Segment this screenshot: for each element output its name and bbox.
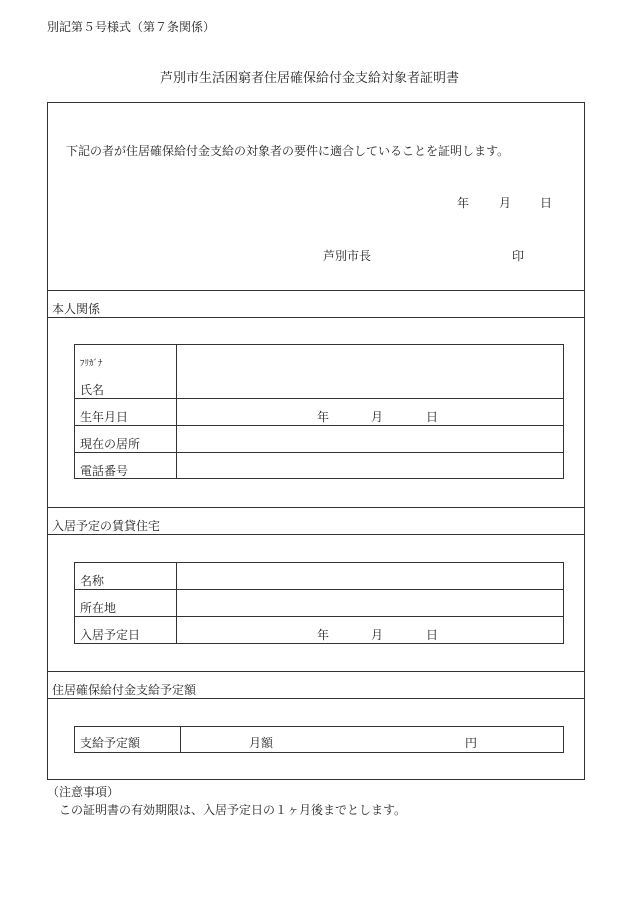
property-name-label: 名称	[80, 574, 105, 588]
birth-year-label: 年	[317, 410, 330, 424]
certification-statement: 下記の者が住居確保給付金支給の対象者の要件に適合していることを証明します。	[66, 144, 510, 158]
benefit-table	[74, 726, 564, 753]
cert-month-label: 月	[499, 196, 512, 210]
yen-label: 円	[465, 736, 478, 750]
table-row-divider	[74, 425, 564, 426]
issuer-title: 芦別市長	[323, 249, 372, 263]
cert-day-label: 日	[540, 196, 553, 210]
seal-mark: 印	[512, 249, 525, 263]
section-heading-housing: 入居予定の賃貸住宅	[52, 519, 161, 533]
move-in-date-label: 入居予定日	[80, 628, 141, 642]
amount-label: 支給予定額	[80, 736, 141, 750]
section-divider	[47, 671, 585, 672]
notes-text: この証明書の有効期限は、入居予定日の１ヶ月後までとします。	[59, 803, 407, 817]
section-divider	[47, 317, 585, 318]
birthdate-label: 生年月日	[80, 410, 129, 424]
birth-day-label: 日	[426, 410, 439, 424]
phone-label: 電話番号	[80, 464, 129, 478]
section-divider	[47, 507, 585, 508]
section-divider	[47, 290, 585, 291]
section-heading-person: 本人関係	[52, 302, 101, 316]
table-column-divider	[176, 344, 177, 479]
address-label: 現在の居所	[80, 437, 141, 451]
table-column-divider	[176, 562, 177, 644]
monthly-label: 月額	[249, 736, 274, 750]
page-title: 芦別市生活困窮者住居確保給付金支給対象者証明書	[160, 71, 460, 86]
notes-heading: （注意事項）	[47, 785, 120, 799]
table-row-divider	[74, 398, 564, 399]
furigana-label: ﾌﾘｶﾞﾅ	[80, 359, 103, 369]
table-row-divider	[74, 616, 564, 617]
move-in-year-label: 年	[317, 628, 330, 642]
move-in-day-label: 日	[426, 628, 439, 642]
table-row-divider	[74, 589, 564, 590]
section-heading-benefit: 住居確保給付金支給予定額	[52, 683, 197, 697]
section-divider	[47, 698, 585, 699]
table-column-divider	[180, 726, 181, 753]
location-label: 所在地	[80, 601, 117, 615]
move-in-month-label: 月	[371, 628, 384, 642]
cert-year-label: 年	[457, 196, 470, 210]
birth-month-label: 月	[371, 410, 384, 424]
name-label: 氏名	[80, 383, 105, 397]
section-divider	[47, 534, 585, 535]
table-row-divider	[74, 452, 564, 453]
form-number: 別記第５号様式（第７条関係）	[47, 20, 216, 34]
